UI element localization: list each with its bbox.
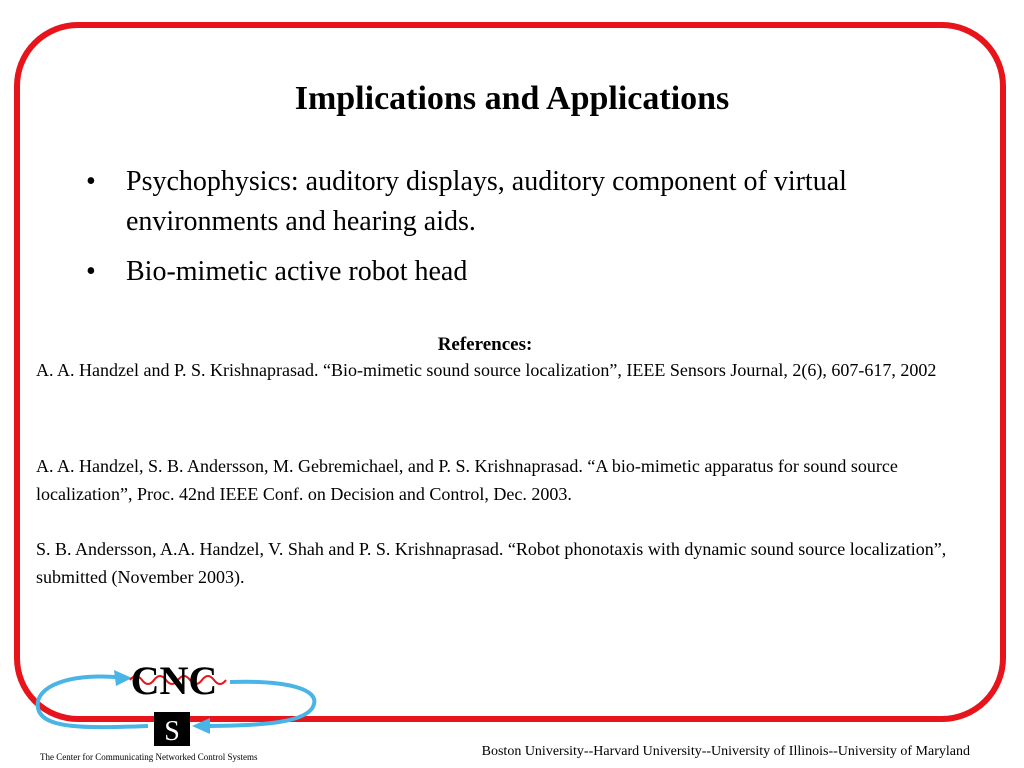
reference-1: A. A. Handzel and P. S. Krishnaprasad. “Bio-mimetic sound source localization”, IEEE Sensors Journal, 2(6), 607-617, 2002: [36, 360, 937, 380]
bullet-list: [86, 162, 946, 302]
bullet-item: [86, 162, 946, 242]
references-heading: References:: [437, 334, 533, 355]
bullet-text: Psychophysics: auditory displays, auditory component of virtual environments and hearing aids.: [126, 166, 847, 237]
slide-title: Implications and Applications: [294, 80, 730, 117]
reference-2: A. A. Handzel, S. B. Andersson, M. Gebremichael, and P. S. Krishnaprasad. “A bio-mimetic apparatus for sound source localization”, Proc. 42nd IEEE Conf. on Decision and Control, Dec. 2003.: [36, 456, 898, 504]
footer-universities: Boston University--Harvard University--University of Illinois--University of Maryland: [481, 744, 970, 759]
logo-caption: The Center for Communicating Networked Control Systems: [40, 752, 258, 762]
logo-wordmark: CNC: [130, 658, 218, 703]
cnc-logo: [30, 652, 320, 768]
bullet-text: Bio-mimetic active robot head: [126, 256, 468, 287]
logo-right-arrowhead: [192, 718, 210, 734]
reference-3: S. B. Andersson, A.A. Handzel, V. Shah and P. S. Krishnaprasad. “Robot phonotaxis with dynamic sound source localization”, submitted (November 2003).: [36, 539, 947, 587]
bullet-marker: •: [86, 166, 96, 197]
bullet-marker: •: [86, 256, 96, 287]
logo-left-arrowhead: [114, 670, 132, 686]
bullet-item: [86, 252, 946, 292]
logo-s-letter: S: [164, 716, 180, 747]
logo-right-arrow: [202, 682, 314, 726]
